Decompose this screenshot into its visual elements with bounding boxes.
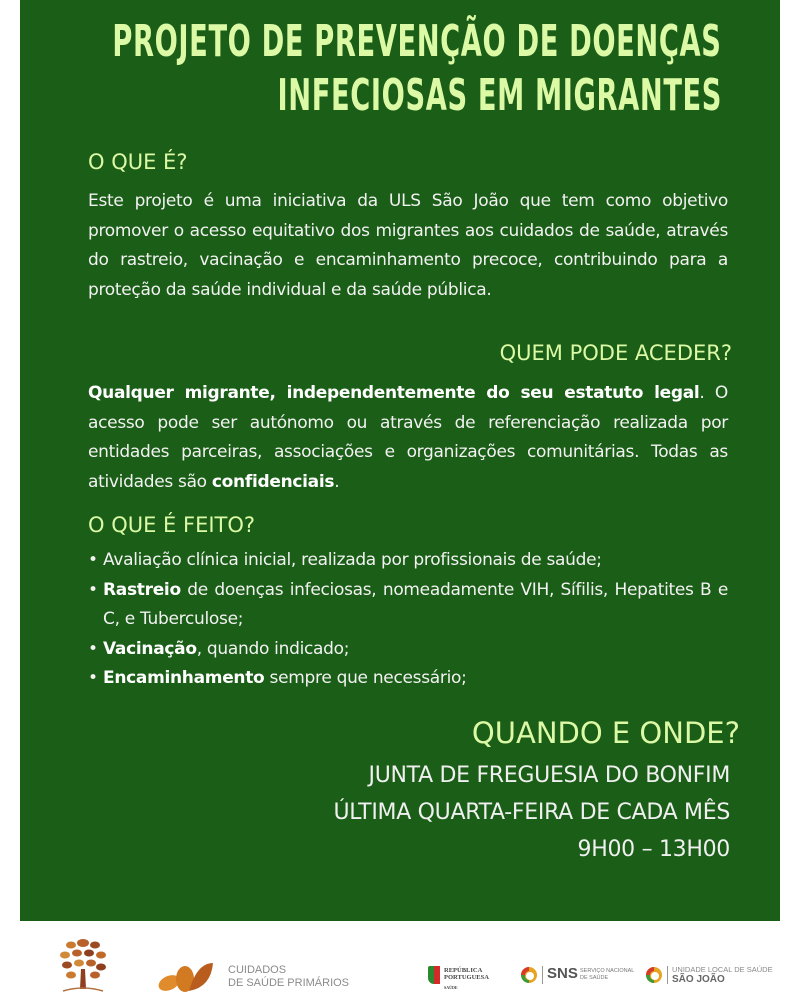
services-list: [88, 546, 728, 694]
when-place: JUNTA DE FREGUESIA DO BONFIM: [368, 763, 730, 788]
list-item: • Rastreio de doenças infeciosas, nomeadamente VIH, Sífilis, Hepatites B e C, e Tuberculose;: [88, 576, 728, 635]
heading-what: O QUE É?: [88, 150, 188, 174]
heading-who: QUEM PODE ACEDER?: [499, 341, 732, 365]
poster-title-line1: PROJETO DE PREVENÇÃO DE DOENÇAS: [112, 16, 722, 67]
sns-logo-icon: [520, 966, 538, 984]
when-day: ÚLTIMA QUARTA-FEIRA DE CADA MÊS: [333, 800, 730, 825]
who-bold-tail: confidenciais: [211, 471, 335, 492]
list-item: • Encaminhamento sempre que necessário;: [88, 664, 728, 694]
what-text: Este projeto é uma iniciativa da ULS São João que tem como objetivo promover o acesso equitativo dos migrantes aos cuidados de saúde, através do rastreio, vacinação e encaminhamento precoce, contribuindo para a proteção da saúde individual e da saúde pública.: [88, 191, 728, 300]
sns-abbr: SNS: [547, 965, 578, 982]
footer-logos: [0, 921, 800, 1000]
list-item: • Avaliação clínica inicial, realizada por profissionais de saúde;: [88, 546, 728, 576]
sns-logo-text: SERVIÇO NACIONAL DE SAÚDE: [580, 968, 635, 981]
uls-logo-text: UNIDADE LOCAL DE SAÚDE SÃO JOÃO: [672, 965, 773, 985]
who-text: Qualquer migrante, independentemente do seu estatuto legal. O acesso pode ser autónomo ou através de referenciação realizada por entidades parceiras, associações e organizações comunitárias. Todas as atividades são confidenciais.: [88, 383, 728, 492]
when-time: 9H00 – 13H00: [577, 837, 730, 862]
rp-flag-icon: [428, 966, 440, 984]
who-bold-lead: Qualquer migrante, independentemente do seu estatuto legal: [88, 383, 700, 403]
rp-logo-text: REPÚBLICA PORTUGUESA SAÚDE: [444, 967, 489, 990]
tree-logo-icon: [55, 933, 111, 997]
heading-when: QUANDO E ONDE?: [471, 716, 740, 750]
poster-title-line2: INFECIOSAS EM MIGRANTES: [277, 70, 722, 121]
csp-leaf-logo-icon: [157, 961, 215, 995]
uls-logo-icon: [645, 966, 663, 984]
csp-logo-text: CUIDADOS DE SAÚDE PRIMÁRIOS: [228, 964, 350, 989]
heading-done: O QUE É FEITO?: [88, 513, 256, 537]
list-item: • Vacinação, quando indicado;: [88, 635, 728, 665]
